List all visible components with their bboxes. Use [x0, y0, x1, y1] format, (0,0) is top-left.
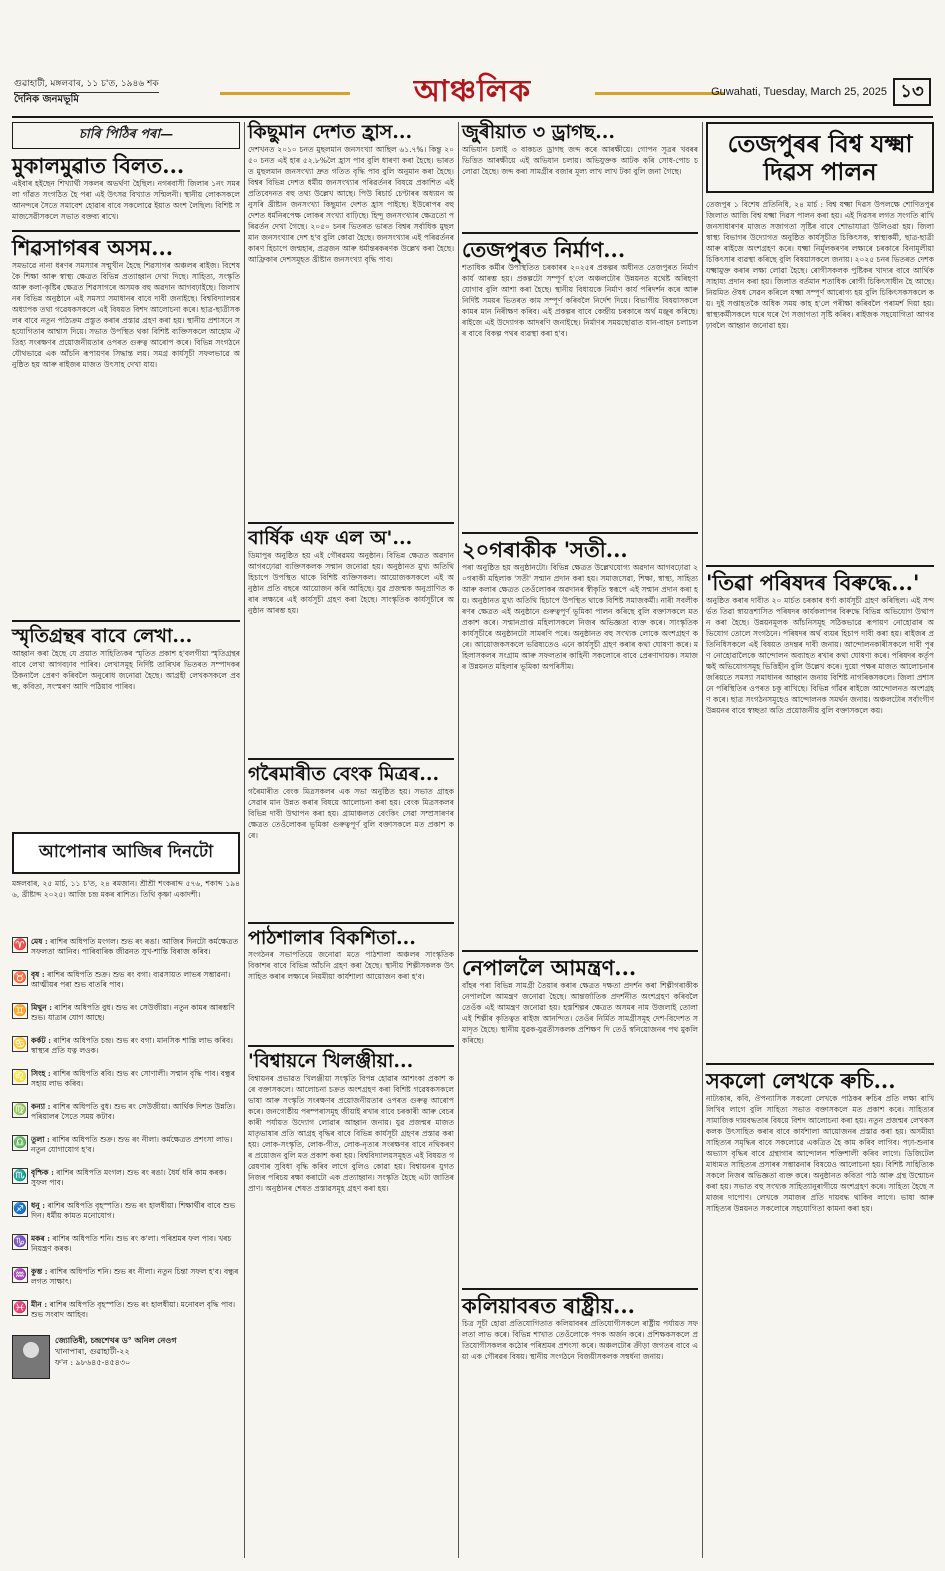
horoscope-reading: ৰাশিৰ অধিপতি মংগল। শুভ ৰং ৰঙা। আজিৰ দিনটো কৰ্মক্ষেত্ৰত সফলতা আনিব। পাৰিবাৰিক জীৱনত সুখ-শান্তি বিৰাজ কৰিব।	[31, 937, 239, 957]
column-1	[12, 122, 240, 1379]
article	[12, 154, 240, 222]
horoscope-section	[12, 832, 240, 1379]
horoscope-sign	[12, 1201, 240, 1232]
astrologer-photo	[12, 1335, 50, 1379]
astrologer-address: খানাপাৰা, গুৱাহাটী-২২	[55, 1347, 130, 1357]
article-body: অনুষ্ঠিত কৰাৰ দাবীত ২০ মাৰ্চত চৰকাৰ ধৰ্ণা কাৰ্যসূচী গ্ৰহণ কৰিছিল। এই সন্দৰ্ভত তিৱা স্বায়ত্তশাসিত পৰিষদৰ কাৰ্যকলাপৰ বিৰুদ্ধে বিভিন্ন অভিযোগ উত্থাপন কৰা হৈছে। উন্নয়নমূলক আঁচনিসমূহ সঠিকভাৱে ৰূপায়ণ নোহোৱাৰ অভিযোগ তোলে সংগঠনে। পৰিষদৰ অৰ্থ ব্যয়ৰ হিচাপ দাবী কৰা হয়। ৰাইজৰ প্ৰতিনিধিসকলে এই বিষয়ত তদন্তৰ দাবী জনায়। আন্দোলনকাৰীসকলে দাবী পূৰণ নোহোৱালৈকে আন্দোলন অব্যাহত ৰখাৰ কথা ঘোষণা কৰে। পৰিষদৰ কৰ্তৃপক্ষই অভিযোগসমূহ ভিত্তিহীন বুলি উল্লেখ কৰে। দুয়ো পক্ষৰ মাজত আলোচনাৰ জৰিয়তে সমস্যা সমাধানৰ আহ্বান জনায় বিশিষ্ট নাগৰিকসকলে। জিলা প্ৰশাসনে পৰিস্থিতিৰ ওপৰত চকু ৰাখিছে। বিভিন্ন গাঁৱৰ ৰাইজে আন্দোলনত অংশগ্ৰহণ কৰে। ছাত্ৰ সংগঠনসমূহেও আন্দোলনক সমৰ্থন জনায়। অঞ্চলটোৰ সৰ্বাংগীণ উন্নয়নৰ বাবে স্বচ্ছতা অতি প্ৰয়োজনীয় বুলি বক্তাসকলে কয়।	[706, 596, 934, 716]
horoscope-text	[31, 937, 240, 968]
zodiac-sign-name: বৃশ্চিক :	[31, 1168, 54, 1178]
article-body: আহ্বান কৰা হৈছে যে প্ৰয়াত সাহিত্যিকৰ স্মৃতিত প্ৰকাশ হ'বলগীয়া স্মৃতিগ্ৰন্থৰ বাবে লেখা আগবঢ়াব পাৰিব। লেখাসমূহ নিৰ্দিষ্ট তাৰিখৰ ভিতৰত সম্পাদকৰ ঠিকনালৈ প্ৰেৰণ কৰিবলৈ অনুৰোধ জনোৱা হৈছে। আগ্ৰহী লেখকসকলে প্ৰবন্ধ, কবিতা, সংস্মৰণ আদি পঠিয়াব পাৰিব।	[12, 649, 240, 692]
section-logo	[360, 72, 585, 112]
article-headline: ২০গৰাকীক 'সতী...	[462, 536, 628, 562]
horoscope-sign	[12, 1267, 240, 1298]
article	[462, 538, 698, 942]
astrologer-name: জ্যোতিষী, চন্দ্ৰশেখৰ ড° অনিল নেওগ	[55, 1335, 177, 1346]
article	[248, 528, 454, 750]
zodiac-icon: ♑	[13, 1235, 27, 1249]
zodiac-sign-name: সিংহ :	[31, 1069, 51, 1079]
article-body: ডিমাপুৰ অনুষ্ঠিত হয় এই গৌৰৱময় অনুষ্ঠান। বিভিন্ন ক্ষেত্ৰত অৱদান আগবঢ়োৱা ব্যক্তিসকলক সন্মান জনোৱা হয়। অনুষ্ঠানত মুখ্য অতিথি হিচাপে উপস্থিত থাকে বিশিষ্ট ব্যক্তিসকল। আয়োজকসকলে এই অনুষ্ঠান প্ৰতি বছৰে আয়োজন কৰি আহিছে। যুৱ প্ৰজন্মক অনুপ্ৰাণিত কৰাৰ লক্ষ্যৰে এই কাৰ্যসূচী গ্ৰহণ কৰা হৈছে। সাংস্কৃতিক কাৰ্যসূচীৰে অনুষ্ঠান আৰম্ভ হয়।	[248, 550, 454, 615]
masthead	[0, 0, 945, 118]
article-body: তেজপুৰ ১ বিশেষ প্ৰতিনিধি, ২৪ মাৰ্চ : বিশ্ব যক্ষ্মা দিৱস উপলক্ষে শোণিতপুৰ জিলাত আজি বিশ্ব যক্ষ্মা দিৱস পালন কৰা হয়। এই দিৱসৰ লগত সংগতি ৰাখি জনসাধাৰণৰ মাজত সজাগতা সৃষ্টিৰ বাবে শোভাযাত্ৰা উলিওৱা হয়। জিলা স্বাস্থ্য বিভাগৰ উদ্যোগত অনুষ্ঠিত কাৰ্যসূচীত চিকিৎসক, স্বাস্থ্যকৰ্মী, ছাত্ৰ-ছাত্ৰী আৰু ৰাইজে অংশগ্ৰহণ কৰে। যক্ষ্মা নিৰ্মূলকৰণৰ লক্ষ্যৰে চৰকাৰে বিনামূলীয়া চিকিৎসাৰ ব্যৱস্থা কৰিছে বুলি বিষয়াসকলে জনায়। ২০২৫ চনৰ ভিতৰত দেশক যক্ষ্মামুক্ত কৰাৰ লক্ষ্য লোৱা হৈছে। ৰোগীসকলক পুষ্টিকৰ খাদ্যৰ বাবে আৰ্থিক সাহায্য প্ৰদান কৰা হয়। জিলাত বৰ্তমান শতাধিক ৰোগী চিকিৎসাধীন হৈ আছে। নিয়মিত ঔষধ সেৱন কৰিলে যক্ষ্মা সম্পূৰ্ণ আৰোগ্য হয় বুলি চিকিৎসকসকলে কয়। দুই সপ্তাহতকৈ অধিক সময় কাহ হ'লে পৰীক্ষা কৰিবলৈ পৰামৰ্শ দিয়া হয়। স্বাস্থ্যকৰ্মীসকলে ঘৰে ঘৰে গৈ সজাগতা সৃষ্টি কৰিব। ৰাইজক সহযোগিতা আগবঢ়াবলৈ আহ্বান জনোৱা হয়।	[706, 200, 934, 331]
article	[462, 122, 698, 224]
article-headline: 'বিশ্বায়নে খিলঞ্জীয়া...	[248, 1050, 414, 1073]
zodiac-sign-name: তুলা :	[31, 1135, 50, 1145]
article-headline: জুৰীয়াত ৩ ড্ৰাগছ...	[462, 121, 615, 143]
article	[462, 1294, 698, 1522]
article-body: পৰা অনুষ্ঠিত হয় অনুষ্ঠানটো। বিভিন্ন ক্ষেত্ৰত উল্লেখযোগ্য অৱদান আগবঢ়োৱা ২০গৰাকী মহিলাক 'সতী' সন্মান প্ৰদান কৰা হয়। সমাজসেৱা, শিক্ষা, স্বাস্থ্য, সাহিত্য আৰু কলাৰ ক্ষেত্ৰত তেওঁলোকৰ অৱদানৰ স্বীকৃতি স্বৰূপে এই সন্মান প্ৰদান কৰা হয়। অনুষ্ঠানত মুখ্য অতিথি হিচাপে উপস্থিত থাকে বিশিষ্ট সমাজকৰ্মী। নাৰী সবলীকৰণৰ ক্ষেত্ৰত এই অনুষ্ঠানে গুৰুত্বপূৰ্ণ ভূমিকা পালন কৰিছে বুলি বক্তাসকলে মত প্ৰকাশ কৰে। সন্মানপ্ৰাপ্ত মহিলাসকলে নিজৰ অভিজ্ঞতা ব্যক্ত কৰে। সাংস্কৃতিক কাৰ্যসূচীৰে অনুষ্ঠানটো সামৰণি পৰে। অনুষ্ঠানত বহু সংখ্যক লোকে অংশগ্ৰহণ কৰে। আয়োজকসকলে ভৱিষ্যতেও এনে কাৰ্যসূচী গ্ৰহণ কৰাৰ কথা ঘোষণা কৰে। মহিলাসকলৰ সংগ্ৰাম আৰু সফলতাৰ কাহিনী সকলোৰে বাবে প্ৰেৰণাদায়ক। সমাজৰ উন্নয়নত মহিলাৰ ভূমিকা অপৰিসীম।	[462, 563, 698, 672]
zodiac-sign-name: কুম্ভ :	[31, 1267, 48, 1277]
article-divider	[248, 922, 454, 924]
column-divider	[702, 122, 703, 1558]
horoscope-text	[31, 1267, 240, 1298]
horoscope-list	[12, 937, 240, 1331]
article-divider	[12, 230, 240, 232]
article-headline: তেজপুৰত নিৰ্মাণ...	[462, 236, 626, 262]
article-divider	[248, 758, 454, 760]
article-headline: সকলো লেখকে ৰুচি...	[706, 1068, 896, 1094]
article-body: চিত্ৰ সূচী হোৱা প্ৰতিযোগিতাত কলিয়াবৰৰ প্ৰতিযোগীসকলে ৰাষ্ট্ৰীয় পৰ্যায়ত সফলতা লাভ কৰে। বিভিন্ন শাখাত তেওঁলোকে পদক অৰ্জন কৰে। প্ৰশিক্ষকসকলে প্ৰতিযোগীসকলৰ কঠোৰ পৰিশ্ৰমৰ প্ৰশংসা কৰে। অঞ্চলটোৰ ক্ৰীড়া জগতৰ বাবে এয়া এক গৌৰৱৰ বিষয়। স্থানীয় সংগঠনে বিজয়ীসকলক সম্বৰ্ধনা জনায়।	[462, 1319, 698, 1362]
horoscope-sign	[12, 1168, 240, 1199]
zodiac-icon: ♉	[13, 971, 27, 985]
article-body: সংগঠনৰ সভাপতিয়ে জনোৱা মতে পাঠশালা অঞ্চলৰ সাংস্কৃতিক বিকাশৰ বাবে বিভিন্ন আঁচনি গ্ৰহণ কৰা হৈছে। স্থানীয় শিল্পীসকলক উৎসাহিত কৰাৰ লক্ষ্যৰে নিয়মীয়া কাৰ্যশালা আয়োজন কৰা হ'ব।	[248, 950, 454, 982]
horoscope-sign	[12, 1003, 240, 1034]
article	[248, 928, 454, 1038]
horoscope-reading: ৰাশিৰ অধিপতি বৃহস্পতি। শুভ ৰং হালধীয়া। মনোবল বৃদ্ধি পাব। শুভ সংবাদ আহিব।	[31, 1300, 236, 1320]
zodiac-sign-name: মীন :	[31, 1300, 48, 1310]
article-body: শতাধিক কৰ্মীৰ উপস্থিতিত চৰকাৰৰ ২০২৫ৰ প্ৰকল্পৰ অধীনত তেজপুৰত নিৰ্মাণ কাৰ্য আৰম্ভ হয়। প্ৰকল্পটো সম্পূৰ্ণ হ'লে অঞ্চলটোৰ উন্নয়নত যথেষ্ট অৰিহণা যোগাব বুলি আশা কৰা হৈছে। স্থানীয় বিধায়কে নিৰ্মাণ কাৰ্য পৰিদৰ্শন কৰে আৰু নিৰ্দিষ্ট সময়ৰ ভিতৰত কাম সম্পূৰ্ণ কৰিবলৈ নিৰ্দেশ দিয়ে। বিভাগীয় বিষয়াসকলে কামৰ মান নিৰীক্ষণ কৰিব। এই প্ৰকল্পৰ বাবে কেন্দ্ৰীয় চৰকাৰে অৰ্থ মঞ্জুৰ কৰিছে। ৰাইজে এই উদ্যোগক আদৰণি জনাইছে। নিৰ্মাণৰ সময়ছোৱাত যান-বাহন চলাচলৰ বাবে বিকল্প পথৰ ব্যৱস্থা কৰা হ'ব।	[462, 262, 698, 338]
zodiac-icon: ♍	[13, 1103, 27, 1117]
horoscope-reading: ৰাশিৰ অধিপতি ৰবি। শুভ ৰং সোণালী। সন্মান বৃদ্ধি পাব। বন্ধুৰ সহায় লাভ কৰিব।	[31, 1069, 235, 1089]
horoscope-reading: ৰাশিৰ অধিপতি শুক্ৰ। শুভ ৰং বগা। ব্যৱসায়ত লাভৰ সম্ভাৱনা। আত্মীয়ৰ পৰা শুভ বাতৰি পাব।	[31, 970, 231, 990]
article-headline: নেপাললৈ আমন্ত্ৰণ...	[462, 955, 637, 981]
zodiac-sign-name: মকৰ :	[31, 1234, 51, 1244]
article-divider	[706, 565, 934, 567]
horoscope-reading: ৰাশিৰ অধিপতি শনি। শুভ ৰং ক'লা। পৰিশ্ৰমৰ ফল পাব। খৰচ নিয়ন্ত্ৰণ কৰক।	[31, 1234, 232, 1254]
page-number: ১৩	[893, 78, 931, 106]
article-headline: তেজপুৰৰ বিশ্ব যক্ষ্মা দিৱস পালন	[727, 129, 913, 186]
article-body: গৰৈমাৰীত বেংক মিত্ৰসকলৰ এক সভা অনুষ্ঠিত হয়। সভাত গ্ৰাহক সেৱাৰ মান উন্নত কৰাৰ বিষয়ে আলোচনা কৰা হয়। বেংক মিত্ৰসকলৰ বিভিন্ন দাবী উত্থাপন কৰা হয়। গ্ৰামাঞ্চলত বেংকিং সেৱা সম্প্ৰসাৰণৰ ক্ষেত্ৰত তেওঁলোকৰ ভূমিকা গুৰুত্বপূৰ্ণ বুলি বক্তাসকলে মত প্ৰকাশ কৰে।	[248, 786, 454, 840]
horoscope-reading: ৰাশিৰ অধিপতি বৃহস্পতি। শুভ ৰং হালধীয়া। শিক্ষাৰ্থীৰ বাবে শুভ দিন। ধৰ্মীয় কামত মনোযোগ।	[31, 1201, 236, 1221]
masthead-date-english: Guwahati, Tuesday, March 25, 2025	[711, 86, 887, 98]
article	[248, 764, 454, 914]
horoscope-sign	[12, 1300, 240, 1331]
zodiac-sign-name: কন্যা :	[31, 1102, 51, 1112]
article-divider	[462, 532, 698, 534]
article-headline: কিছুমান দেশত হ্ৰাস...	[248, 121, 413, 143]
horoscope-sign	[12, 937, 240, 968]
zodiac-icon: ♋	[13, 1037, 27, 1051]
column-4	[706, 122, 934, 1541]
masthead-date-assamese: গুৱাহাটী, মঙ্গলবাৰ, ১১ চ'ত, ১৯৪৬ শক	[14, 79, 159, 89]
horoscope-text	[31, 1168, 240, 1199]
continued-tag: চাৰি পিঠিৰ পৰা—	[12, 122, 240, 149]
article-headline: স্মৃতিগ্ৰন্থৰ বাবে লেখা...	[12, 625, 193, 648]
article	[462, 238, 698, 524]
column-2	[248, 122, 454, 1537]
article-divider	[462, 232, 698, 234]
zodiac-icon: ♒	[13, 1268, 27, 1282]
horoscope-text	[31, 1201, 240, 1232]
article	[12, 626, 240, 824]
astrologer-phone: ফ'ন : ৯৮৬৪৫-৪৫৪৩০	[55, 1358, 131, 1368]
horoscope-reading: ৰাশিৰ অধিপতি শনি। শুভ ৰং নীলা। নতুন চিন্তা সফল হ'ব। বন্ধুৰ লগত সাক্ষাৎ।	[31, 1267, 239, 1287]
zodiac-icon: ♏	[13, 1169, 27, 1183]
astrologer-credit	[12, 1335, 240, 1379]
article-headline: শিৱসাগৰৰ অসম...	[12, 235, 174, 261]
horoscope-text	[31, 1234, 240, 1265]
column-divider	[458, 122, 459, 1558]
article-divider	[462, 950, 698, 952]
zodiac-sign-name: মেষ :	[31, 937, 48, 947]
masthead-paper-name: দৈনিক জনমভূমি	[14, 92, 159, 106]
zodiac-sign-name: ধনু :	[31, 1201, 46, 1211]
horoscope-reading: ৰাশিৰ অধিপতি বুধ। শুভ ৰং সেউজীয়া। আৰ্থিক দিশত উন্নতি। পৰিয়ালৰ সৈতে সময় কটাব।	[31, 1102, 236, 1122]
article-headline: গৰৈমাৰীত বেংক মিত্ৰৰ...	[248, 762, 440, 785]
horoscope-text	[31, 1069, 240, 1100]
article-body: অভিযান চলাই ৩ বাকচত ড্ৰাগছ জব্দ কৰে আৰক্ষীয়ে। গোপন সূত্ৰৰ খবৰৰ ভিত্তিত আৰক্ষীয়ে এই অভিযান চলায়। অভিযুক্তক আটক কৰি সোধ-পোচ চলোৱা হৈছে। জব্দ কৰা সামগ্ৰীৰ বজাৰ মূল্য লাখ লাখ টকা বুলি জনা গৈছে।	[462, 144, 698, 176]
article-divider	[248, 522, 454, 524]
horoscope-text	[31, 1300, 240, 1331]
article-body: নাট্যকাৰ, কবি, ঔপন্যাসিক সকলো লেখকে পাঠকৰ ৰুচিৰ প্ৰতি লক্ষ্য ৰাখি লিখিব লাগে বুলি সাহিত্য সভাত বক্তাসকলে মত প্ৰকাশ কৰে। সাহিত্যৰ সামাজিক দায়বদ্ধতাৰ বিষয়ে বিশদ আলোচনা কৰা হয়। নতুন প্ৰজন্মৰ লেখকসকলক উৎসাহিত কৰাৰ বাবে কাৰ্যশালা আয়োজনৰ প্ৰস্তাৱ কৰা হয়। অসমীয়া সাহিত্যৰ সমৃদ্ধিৰ বাবে সকলোৱে একত্ৰিত হৈ কাম কৰিব লাগিব। পঢ়া-শুনাৰ অভ্যাস বৃদ্ধিৰ বাবে গ্ৰন্থাগাৰ আন্দোলন শক্তিশালী কৰিব লাগে। ডিজিটেল মাধ্যমত সাহিত্যৰ প্ৰসাৰৰ সম্ভাৱনাৰ বিষয়েও আলোচনা হয়। বিশিষ্ট সাহিত্যিকসকলে নিজৰ অভিজ্ঞতা ব্যক্ত কৰে। অনুষ্ঠানত কবিতা পাঠ আৰু গ্ৰন্থ উন্মোচন কৰা হয়। সভাত বহু সংখ্যক সাহিত্যানুৰাগীয়ে অংশগ্ৰহণ কৰে। সাহিত্য হৈছে সমাজৰ দাপোণ। লেখকে সমাজৰ প্ৰতি দায়বদ্ধ থাকিব লাগে। ভাষা আৰু সাহিত্যৰ উন্নয়নত সকলোৰে সহযোগিতা কামনা কৰা হয়।	[706, 1094, 934, 1214]
article-headline: 'তিৱা পৰিষদৰ বিৰুদ্ধে...'	[706, 570, 920, 596]
zodiac-sign-name: কৰ্কট :	[31, 1036, 51, 1046]
horoscope-reading: ৰাশিৰ অধিপতি মংগল। শুভ ৰং ৰঙা। ধৈৰ্য ধৰি কাম কৰক। সুফল পাব।	[31, 1168, 227, 1188]
zodiac-icon: ♎	[13, 1136, 27, 1150]
horoscope-text	[31, 1102, 240, 1133]
logo-left-ornament	[220, 92, 350, 95]
horoscope-sign	[12, 1135, 240, 1166]
horoscope-reading: ৰাশিৰ অধিপতি চন্দ্ৰ। শুভ ৰং বগা। মানসিক শান্তি লাভ কৰিব। স্বাস্থ্যৰ প্ৰতি যত্ন লওক।	[31, 1036, 233, 1056]
horoscope-reading: ৰাশিৰ অধিপতি শুক্ৰ। শুভ ৰং নীলা। কৰ্মক্ষেত্ৰত প্ৰশংসা লাভ। নতুন যোগাযোগ হ'ব।	[31, 1135, 233, 1155]
logo-right-ornament	[595, 92, 725, 95]
zodiac-icon: ♓	[13, 1301, 27, 1315]
horoscope-text	[31, 1036, 240, 1067]
article	[706, 1069, 934, 1533]
article-headline: বাৰ্ষিক এফ এল অ'...	[248, 526, 413, 549]
article	[706, 571, 934, 1055]
article-divider	[12, 620, 240, 622]
horoscope-text	[31, 1003, 240, 1034]
article-body: সমভাৱে নানা ধৰণৰ সমস্যাৰ সন্মুখীন হৈছে শিৱসাগৰ অঞ্চলৰ ৰাইজ। বিশেষকৈ শিক্ষা আৰু স্বাস্থ্য ক্ষেত্ৰত বিভিন্ন প্ৰত্যাহ্বান দেখা দিছে। সাহিত্য, সংস্কৃতি আৰু কলা-কৃষ্টিৰ ক্ষেত্ৰত শিৱসাগৰে অসমক বহু অৱদান আগবঢ়াইছে। জিলাখনৰ বিভিন্ন অনুষ্ঠানে এই সমস্যা সমাধানৰ বাবে দাবী জনাইছে। বিশ্ববিদ্যালয়ৰ অধ্যাপক তথা গৱেষকসকলে এই বিষয়ত বিশদ আলোচনা কৰে। ছাত্ৰ-ছাত্ৰীসকলৰ বাবে নতুন পাঠ্যক্ৰম প্ৰস্তুত কৰাৰ প্ৰস্তাৱ গ্ৰহণ কৰা হয়। স্থানীয় প্ৰশাসনে সহযোগিতাৰ আশ্বাস দিয়ে। সভাত উপস্থিত থকা বিশিষ্ট ব্যক্তিসকলে আহোম ঐতিহ্য সংৰক্ষণৰ প্ৰয়োজনীয়তাৰ ওপৰত গুৰুত্ব আৰোপ কৰে। বিভিন্ন সংগঠনে যৌথভাৱে এক আঁচনি ৰূপায়ণৰ সিদ্ধান্ত লয়। সমগ্ৰ কাৰ্যসূচী সফলভাৱে অনুষ্ঠিত হয় আৰু ৰাইজৰ মাজত উৎসাহ দেখা যায়।	[12, 261, 240, 370]
article-divider	[462, 1288, 698, 1290]
horoscope-sign	[12, 1036, 240, 1067]
article	[12, 236, 240, 612]
horoscope-reading: ৰাশিৰ অধিপতি বুধ। শুভ ৰং সেউজীয়া। নতুন কামৰ আৰম্ভণি শুভ। যাত্ৰাৰ যোগ আছে।	[31, 1003, 235, 1023]
article	[462, 956, 698, 1280]
zodiac-icon: ♊	[13, 1004, 27, 1018]
zodiac-sign-name: মিথুন :	[31, 1003, 53, 1013]
article-headline: কলিয়াবৰত ৰাষ্ট্ৰীয়...	[462, 1293, 635, 1319]
article-body: এইবাৰ হইছেন শিখ্যাৰ্থী সকলৰ অভৰ্থণা হৈছিল। নগৰবাসী জিলাৰ ১নং সমৰলা গাঁৱত সংগঠিত হৈ পৰা এই উৎসৱ বিখ্যাত সন্মিলনী। স্থানীয় লোকসকলে আনন্দৰে সৈতে সমাবেশ হোৱাৰ বাবে সকলোৱে ইয়াত অংশ লৈছিল। বিশিষ্ট সমাজসেৱীসকলে সভাত বক্তব্য ৰাখে।	[12, 179, 240, 222]
article-body: বিশ্বায়নৰ প্ৰভাৱত খিলঞ্জীয়া সংস্কৃতি বিপন্ন হোৱাৰ আশংকা প্ৰকাশ কৰে বক্তাসকলে। আলোচনা চক্ৰত অংশগ্ৰহণ কৰা বিশিষ্ট গৱেষকসকলে ভাষা আৰু সংস্কৃতি সংৰক্ষণৰ প্ৰয়োজনীয়তাৰ ওপৰত গুৰুত্ব আৰোপ কৰে। জনগোষ্ঠীয় পৰম্পৰাসমূহ জীয়াই ৰখাৰ বাবে চৰকাৰী আৰু বেচৰকাৰী পৰ্যায়ত উদ্যোগ লোৱাৰ আহ্বান জনায়। যুৱ প্ৰজন্মৰ মাজত মাতৃভাষাৰ প্ৰতি আগ্ৰহ বৃদ্ধিৰ বাবে বিভিন্ন কাৰ্যসূচী গ্ৰহণৰ প্ৰস্তাৱ কৰা হয়। লোক-সংস্কৃতি, লোক-গীত, লোক-নৃত্যৰ সংৰক্ষণৰ বাবে নথিকৰণৰ প্ৰয়োজন বুলি মত প্ৰকাশ কৰা হয়। বিশ্ববিদ্যালয়সমূহত এই বিষয়ত গৱেষণাৰ সুবিধা বৃদ্ধি কৰিব লাগে বুলিও কোৱা হয়। বিশ্বায়নৰ যুগত নিজৰ পৰিচয় ৰক্ষা কৰাটো এক প্ৰত্যাহ্বান। সংস্কৃতি হৈছে এটা জাতিৰ প্ৰাণ। অনুষ্ঠানৰ শেষত প্ৰস্তাৱসমূহ গ্ৰহণ কৰা হয়।	[248, 1074, 454, 1194]
article-divider	[706, 1063, 934, 1065]
article	[248, 122, 454, 514]
zodiac-icon: ♌	[13, 1070, 27, 1084]
lead-headline-box	[706, 122, 934, 193]
zodiac-icon: ♈	[13, 938, 27, 952]
horoscope-text	[31, 1135, 240, 1166]
article-body: দেশখনত ২০১০ চনত মুছলমান জনসংখ্যা আছিল ৬১.৭%। কিন্তু ২০৫০ চনত এই হাৰ ৫২.৮%লৈ হ্ৰাস পাব বুলি ধাৰণা কৰা হৈছে। ভাৰতত মুছলমান জনসংখ্যা দ্ৰুত গতিত বৃদ্ধি পাব বুলি অনুমান কৰা হৈছে। বিশ্বৰ বিভিন্ন দেশত ধৰ্মীয় জনসংখ্যাৰ পৰিৱৰ্তনৰ বিষয়ে প্ৰকাশিত এই প্ৰতিবেদনত বহু তথ্য উল্লেখ আছে। পিউ ৰিচাৰ্চ চেণ্টাৰৰ অধ্যয়ন অনুসৰি খ্ৰীষ্টান জনসংখ্যা কিছুমান দেশত হ্ৰাস পাইছে। ইউৰোপৰ বহু দেশত ধৰ্মনিৰপেক্ষ লোকৰ সংখ্যা বাঢ়িছে। হিন্দু জনসংখ্যাৰ ক্ষেত্ৰতো পৰিৱৰ্তন দেখা গৈছে। ২০৫০ চনৰ ভিতৰত ভাৰত বিশ্বৰ সৰ্বাধিক মুছলমান জনসংখ্যাৰ দেশ হ'ব বুলি কোৱা হৈছে। জনসংখ্যাৰ এই পৰিৱৰ্তনৰ কাৰণ হিচাপে জন্মহাৰ, প্ৰব্ৰজন আৰু ধৰ্মান্তৰকৰণক উল্লেখ কৰা হৈছে। আফ্ৰিকাৰ দেশসমূহত খ্ৰীষ্টান জনসংখ্যা বৃদ্ধি পাব।	[248, 144, 454, 264]
zodiac-sign-name: বৃষ :	[31, 970, 45, 980]
column-divider	[244, 122, 245, 1558]
horoscope-sign	[12, 1069, 240, 1100]
horoscope-intro: মঙ্গলবাৰ, ২৫ মাৰ্চ, ১১ চ'ত, ২৪ ৰমজান। শ্ৰীশ্ৰী শংকৰাব্দ ৫৭৬, শকাব্দ ১৯৪৬, খ্ৰীষ্টাব্দ ২০২৫। আজি চন্দ্ৰ মকৰ ৰাশিত। তিথি কৃষ্ণা একাদশী।	[12, 879, 240, 900]
article-divider	[248, 1045, 454, 1047]
article-headline: পাঠশালাৰ বিকশিতা...	[248, 926, 416, 949]
horoscope-title: আপোনাৰ আজিৰ দিনটো	[12, 832, 240, 874]
column-3	[462, 122, 698, 1530]
zodiac-icon: ♐	[13, 1202, 27, 1216]
horoscope-sign	[12, 970, 240, 1001]
article	[248, 1051, 454, 1529]
masthead-rule	[12, 116, 933, 118]
horoscope-text	[31, 970, 240, 1001]
article-headline: মুকালমুৱাত বিলত...	[12, 153, 185, 178]
horoscope-sign	[12, 1234, 240, 1265]
section-logo-text: আঞ্চলিক	[413, 74, 532, 109]
masthead-left	[14, 78, 159, 106]
horoscope-sign	[12, 1102, 240, 1133]
article-body: বাঁহৰ পৰা বিভিন্ন সামগ্ৰী তৈয়াৰ কৰাৰ ক্ষেত্ৰত দক্ষতা প্ৰদৰ্শন কৰা শিল্পীগৰাকীক নেপাললৈ আমন্ত্ৰণ জনোৱা হৈছে। আন্তৰ্জাতিক প্ৰদৰ্শনীত অংশগ্ৰহণ কৰিবলৈ তেওঁক এই আমন্ত্ৰণ জনোৱা হয়। হস্তশিল্পৰ ক্ষেত্ৰত অসমৰ নাম উজলাই তোলা এই শিল্পীৰ কৃতিত্বত ৰাইজ আনন্দিত। তেওঁৰ নিৰ্মিত সামগ্ৰীসমূহ দেশ-বিদেশত সমাদৃত হৈছে। স্থানীয় যুৱক-যুৱতীসকলক প্ৰশিক্ষণ দি তেওঁ স্বনিয়োজনৰ পথ মুকলি কৰিছে।	[462, 981, 698, 1046]
